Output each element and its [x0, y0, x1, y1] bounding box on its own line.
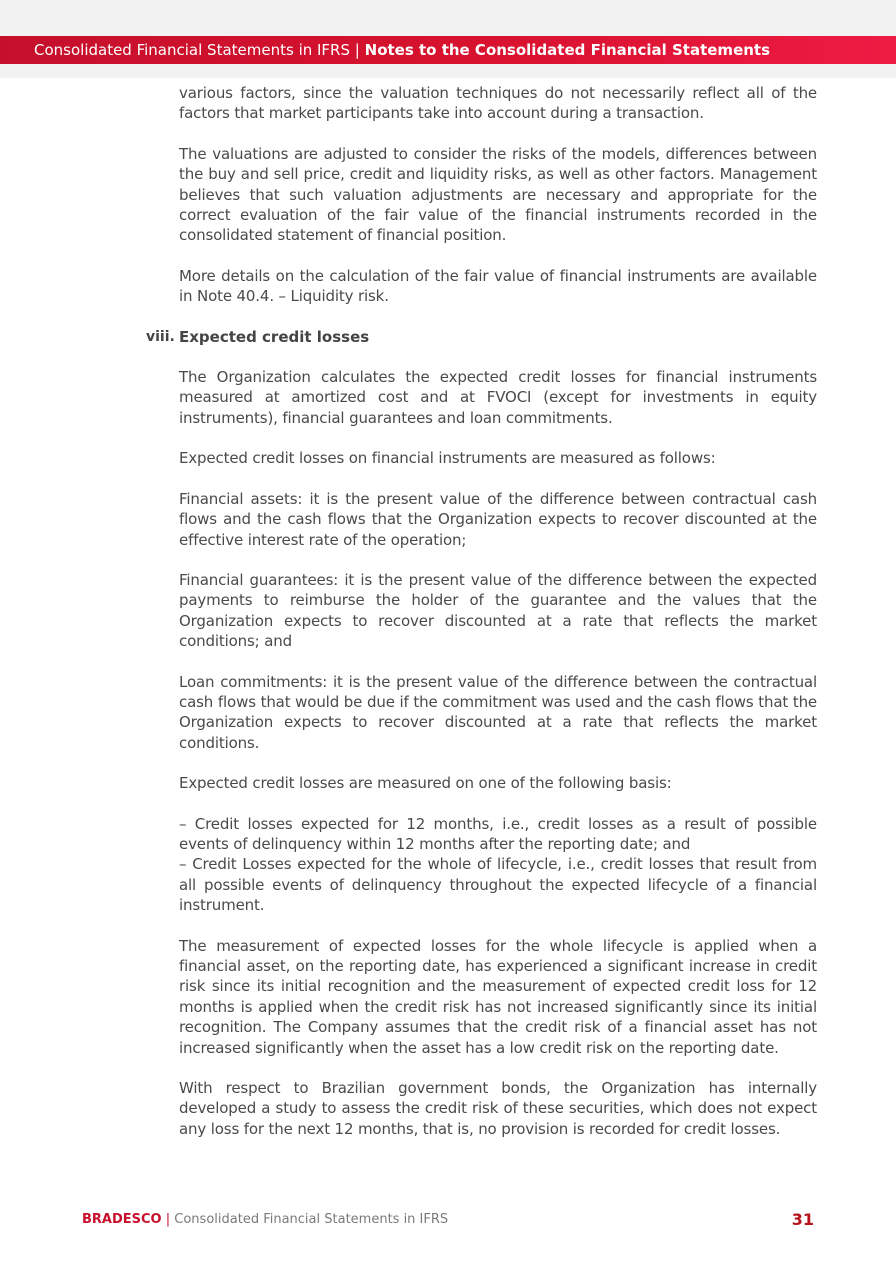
- paragraph-valuation-adjustments: The valuations are adjusted to consider the risks of the models, differences between the buy and sell price, credit and liquidity risks, as well as other factors. Management believes that such valuation adjustments are necessary and appropriate for the correct evaluation of the fair value of the financial instruments recorded in the consolidated statement of financial position.: [179, 144, 817, 245]
- header-title: Consolidated Financial Statements in IFRS: [34, 41, 351, 59]
- top-margin: [0, 0, 896, 36]
- header-under-band: [0, 64, 896, 78]
- footer-document-title: Consolidated Financial Statements in IFRS: [174, 1212, 449, 1227]
- bullet-12-months: – Credit losses expected for 12 months, i.e., credit losses as a result of possible events of delinquency within 12 months after the reporting date; and: [179, 814, 817, 853]
- section-number: viii.: [146, 328, 175, 345]
- section-heading: [146, 327, 817, 347]
- paragraph-ecl-basis: Expected credit losses are measured on one of the following basis:: [179, 774, 672, 793]
- paragraph-loan-commitments: Loan commitments: it is the present value of the difference between the contractual cash flows that would be due if the commitment was used and the cash flows that the Organization expects to recover discounted at a rate that reflects the market conditions.: [179, 672, 817, 752]
- header-text: [34, 36, 770, 64]
- page-header-bar: [0, 36, 896, 64]
- page-number: 31: [791, 1210, 814, 1229]
- paragraph-lifecycle-measurement: The measurement of expected losses for the whole lifecycle is applied when a financial asset, on the reporting date, has experienced a significant increase in credit risk since its initial recognition and the measurement of expected credit loss for 12 months is applied when the credit risk has not increased significantly since its initial recognition. The Company assumes that the credit risk of a financial asset has not increased significantly when the asset has a low credit risk on the reporting date.: [179, 936, 817, 1057]
- bullet-lifecycle: – Credit Losses expected for the whole of lifecycle, i.e., credit losses that result from all possible events of delinquency throughout the expected lifecycle of a financial instrument.: [179, 855, 817, 915]
- paragraph-government-bonds: With respect to Brazilian government bonds, the Organization has internally developed a study to assess the credit risk of these securities, which does not expect any loss for the next 12 months, that is, no provision is recorded for credit losses.: [179, 1079, 817, 1138]
- paragraph-financial-assets: Financial assets: it is the present value of the difference between contractual cash flows and the cash flows that the Organization expects to recover discounted at the effective interest rate of the operation;: [179, 489, 817, 549]
- footer-separator: |: [165, 1212, 171, 1227]
- paragraph-valuation-factors: various factors, since the valuation techniques do not necessarily reflect all of the factors that market participants take into account during a transaction.: [179, 84, 817, 123]
- section-title: Expected credit losses: [179, 327, 370, 346]
- paragraph-ecl-measured: Expected credit losses on financial instruments are measured as follows:: [179, 449, 716, 468]
- paragraph-fair-value-note: More details on the calculation of the fair value of financial instruments are available in Note 40.4. – Liquidity risk.: [179, 266, 817, 306]
- page-body: [146, 83, 817, 1159]
- page-footer: [82, 1212, 814, 1232]
- footer-brand: BRADESCO: [82, 1212, 162, 1227]
- header-separator: |: [354, 41, 360, 59]
- paragraph-financial-guarantees: Financial guarantees: it is the present value of the difference between the expected payments to reimburse the holder of the guarantee and the values that the Organization expects to recover discounted at a rate that reflects the market conditions; and: [179, 570, 817, 651]
- header-subtitle: Notes to the Consolidated Financial Statements: [364, 41, 771, 59]
- paragraph-ecl-intro: The Organization calculates the expected credit losses for financial instruments measured at amortized cost and at FVOCI (except for investments in equity instruments), financial guarantees and loan commitments.: [179, 368, 817, 427]
